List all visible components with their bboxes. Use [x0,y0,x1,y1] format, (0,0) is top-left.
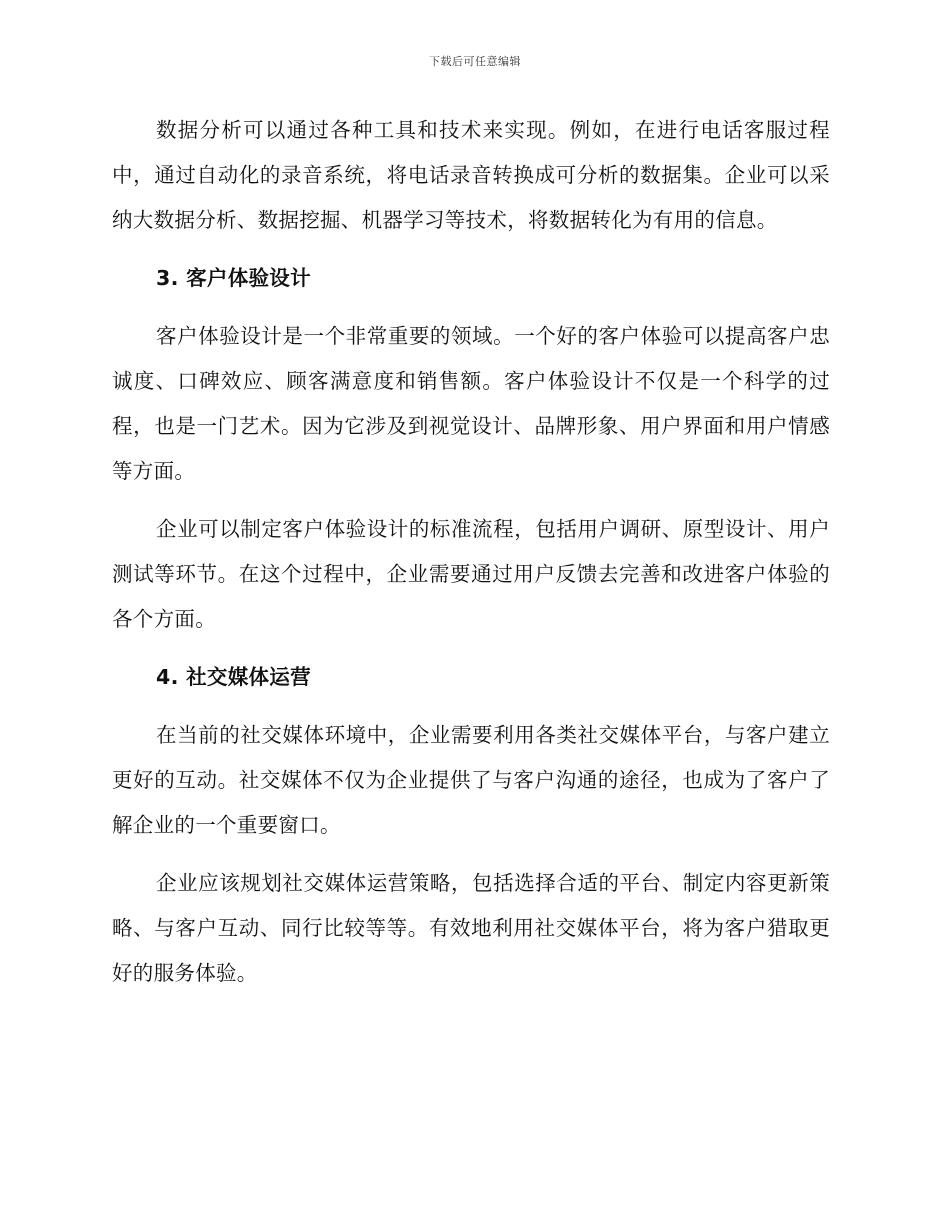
paragraph-social-media-strategy: 企业应该规划社交媒体运营策略，包括选择合适的平台、制定内容更新策略、与客户互动、同行比较等等。有效地利用社交媒体平台，将为客户猎取更好的服务体验。 [112,871,830,985]
section-heading-customer-experience: 3. 客户体验设计 [156,266,311,290]
document-body [112,108,830,1009]
page-header: 下载后可任意编辑 [429,55,521,68]
paragraph-cx-importance: 客户体验设计是一个非常重要的领域。一个好的客户体验可以提高客户忠诚度、口碑效应、顾客满意度和销售额。客户体验设计不仅是一个科学的过程，也是一门艺术。因为它涉及到视觉设计、品牌形象、用户界面和用户情感等方面。 [112,324,830,483]
section-heading-social-media: 4. 社交媒体运营 [156,665,311,689]
paragraph-social-media-environment: 在当前的社交媒体环境中，企业需要利用各类社交媒体平台，与客户建立更好的互动。社交媒体不仅为企业提供了与客户沟通的途径，也成为了客户了解企业的一个重要窗口。 [112,723,830,837]
paragraph-cx-process: 企业可以制定客户体验设计的标准流程，包括用户调研、原型设计、用户测试等环节。在这个过程中，企业需要通过用户反馈去完善和改进客户体验的各个方面。 [112,517,830,631]
paragraph-data-analysis: 数据分析可以通过各种工具和技术来实现。例如，在进行电话客服过程中，通过自动化的录音系统，将电话录音转换成可分析的数据集。企业可以采纳大数据分析、数据挖掘、机器学习等技术，将数据转化为有用的信息。 [112,118,830,232]
